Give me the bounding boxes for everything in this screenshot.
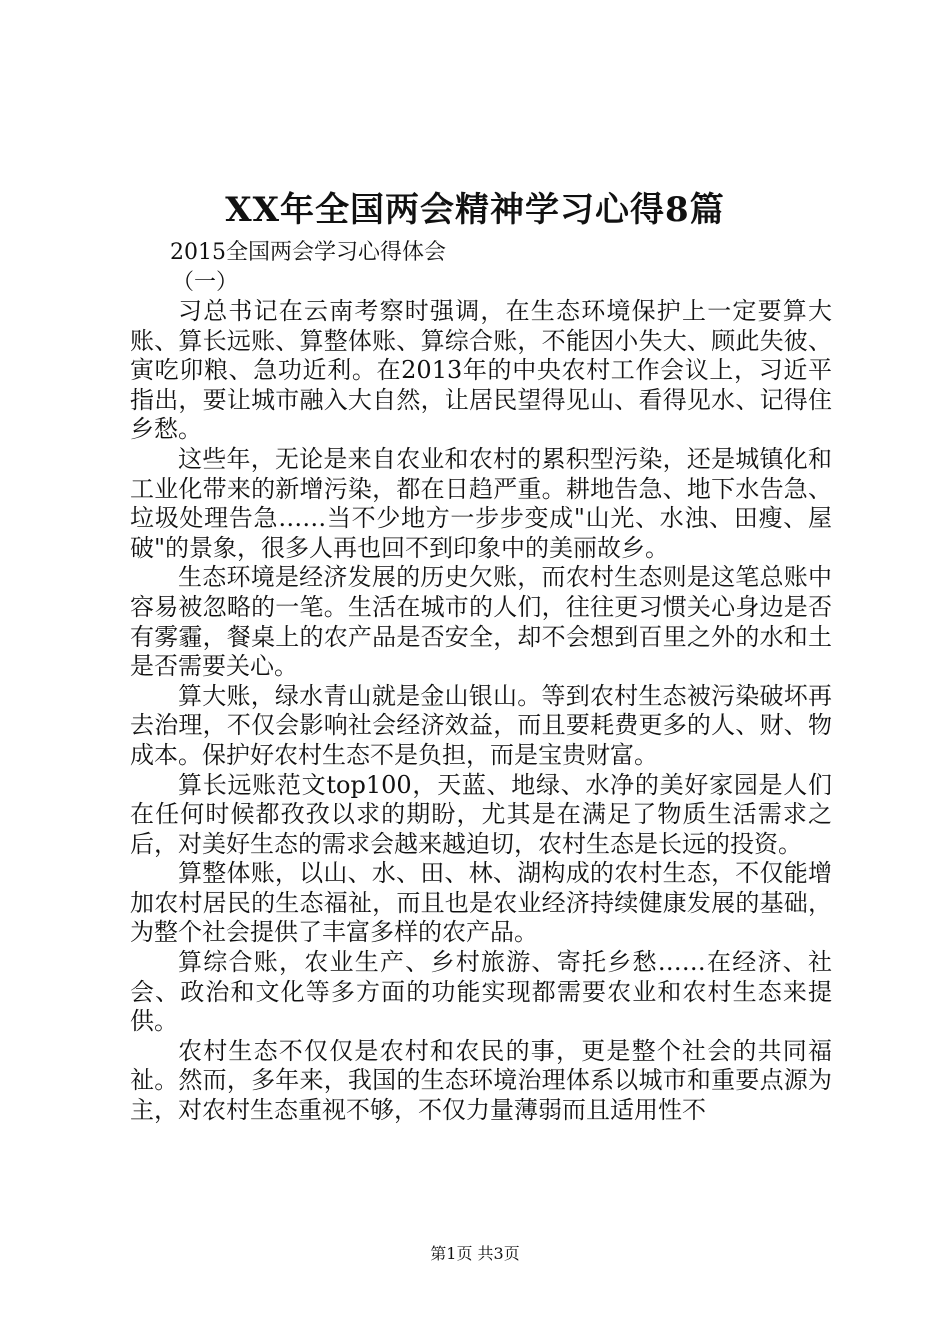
paragraph: 这些年，无论是来自农业和农村的累积型污染，还是城镇化和工业化带来的新增污染，都在日趋严重。耕地告急、地下水告急、垃圾处理告急……当不少地方一步步变成"山光、水浊、田瘦、屋破"的景象，很多人再也回不到印象中的美丽故乡。 [130,444,832,562]
paragraph: 农村生态不仅仅是农村和农民的事，更是整个社会的共同福祉。然而，多年来，我国的生态环境治理体系以城市和重要点源为主，对农村生态重视不够，不仅力量薄弱而且适用性不 [130,1036,832,1125]
document-body [130,297,832,1126]
paragraph: 算大账，绿水青山就是金山银山。等到农村生态被污染破坏再去治理，不仅会影响社会经济效益，而且要耗费更多的人、财、物成本。保护好农村生态不是负担，而是宝贵财富。 [130,681,832,769]
page-number: 第1页 共3页 [430,1244,520,1263]
paragraph: 算整体账，以山、水、田、林、湖构成的农村生态，不仅能增加农村居民的生态福祉，而且也是农业经济持续健康发展的基础，为整个社会提供了丰富多样的农产品。 [130,859,832,947]
paragraph: 生态环境是经济发展的历史欠账，而农村生态则是这笔总账中容易被忽略的一笔。生活在城市的人们，往往更习惯关心身边是否有雾霾，餐桌上的农产品是否安全，却不会想到百里之外的水和土是否需要关心。 [130,563,832,681]
paragraph: 习总书记在云南考察时强调，在生态环境保护上一定要算大账、算长远账、算整体账、算综合账，不能因小失大、顾此失彼、寅吃卯粮、急功近利。在2013年的中央农村工作会议上，习近平指出，要让城市融入大自然，让居民望得见山、看得见水、记得住乡愁。 [130,297,832,444]
paragraph: 算长远账范文top100，天蓝、地绿、水净的美好家园是人们在任何时候都孜孜以求的期盼，尤其是在满足了物质生活需求之后，对美好生态的需求会越来越迫切，农村生态是长远的投资。 [130,770,832,858]
paragraph: 算综合账，农业生产、乡村旅游、寄托乡愁……在经济、社会、政治和文化等多方面的功能实现都需要农业和农村生态来提供。 [130,948,832,1036]
document-title: XX年全国两会精神学习心得8篇 [225,190,725,230]
document-subtitle: 2015全国两会学习心得体会 [170,240,446,265]
section-label: （一） [172,270,239,295]
